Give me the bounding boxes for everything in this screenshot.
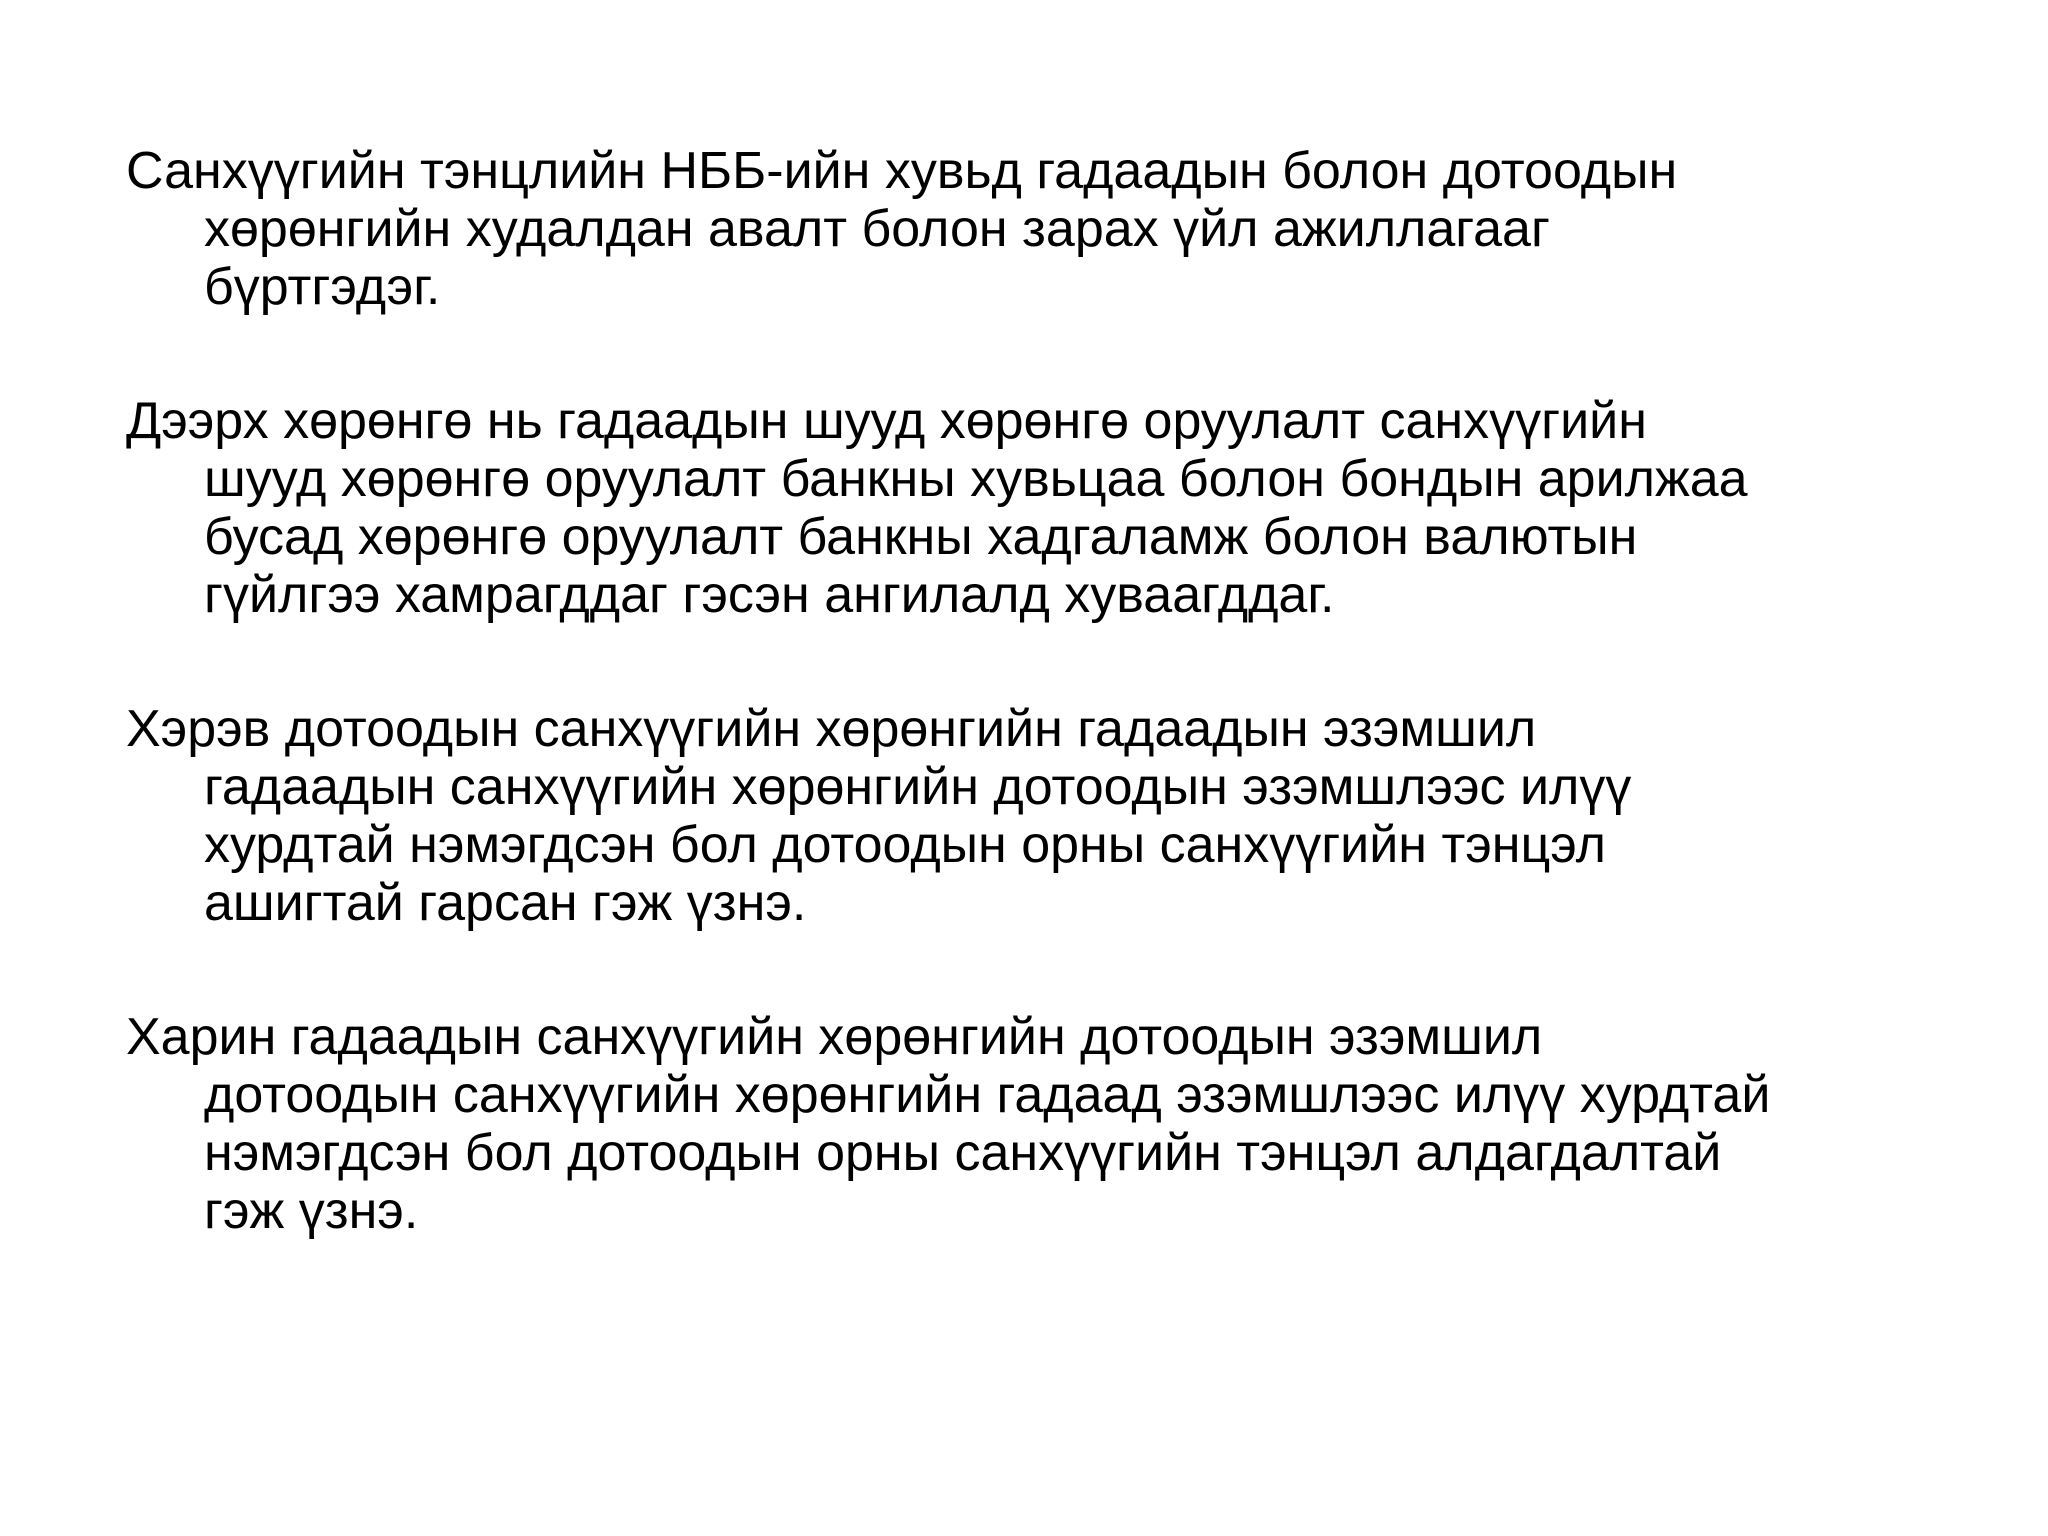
paragraph-4: Харин гадаадын санхүүгийн хөрөнгийн дотоодын эзэмшил дотоодын санхүүгийн хөрөнгийн гадаад эзэмшлээс илүү хурдтай нэмэгдсэн бол дотоодын орны санхүүгийн тэнцэл алдагдалтай гэж үзнэ. xyxy=(126,1008,1771,1240)
paragraph-1: Санхүүгийн тэнцлийн НББ-ийн хувьд гадаадын болон дотоодын хөрөнгийн худалдан авалт болон зарах үйл ажиллагааг бүртгэдэг. xyxy=(126,142,1678,316)
paragraph-2: Дээрх хөрөнгө нь гадаадын шууд хөрөнгө оруулалт санхүүгийн шууд хөрөнгө оруулалт банкны хувьцаа болон бондын арилжаа бусад хөрөнгө оруулалт банкны хадгаламж болон валютын гүйлгээ хамрагддаг гэсэн ангилалд хуваагддаг. xyxy=(126,392,1748,624)
slide-text-body xyxy=(126,142,1926,1240)
paragraph-3: Хэрэв дотоодын санхүүгийн хөрөнгийн гадаадын эзэмшил гадаадын санхүүгийн хөрөнгийн дотоодын эзэмшлээс илүү хурдтай нэмэгдсэн бол дотоодын орны санхүүгийн тэнцэл ашигтай гарсан гэж үзнэ. xyxy=(126,700,1632,932)
